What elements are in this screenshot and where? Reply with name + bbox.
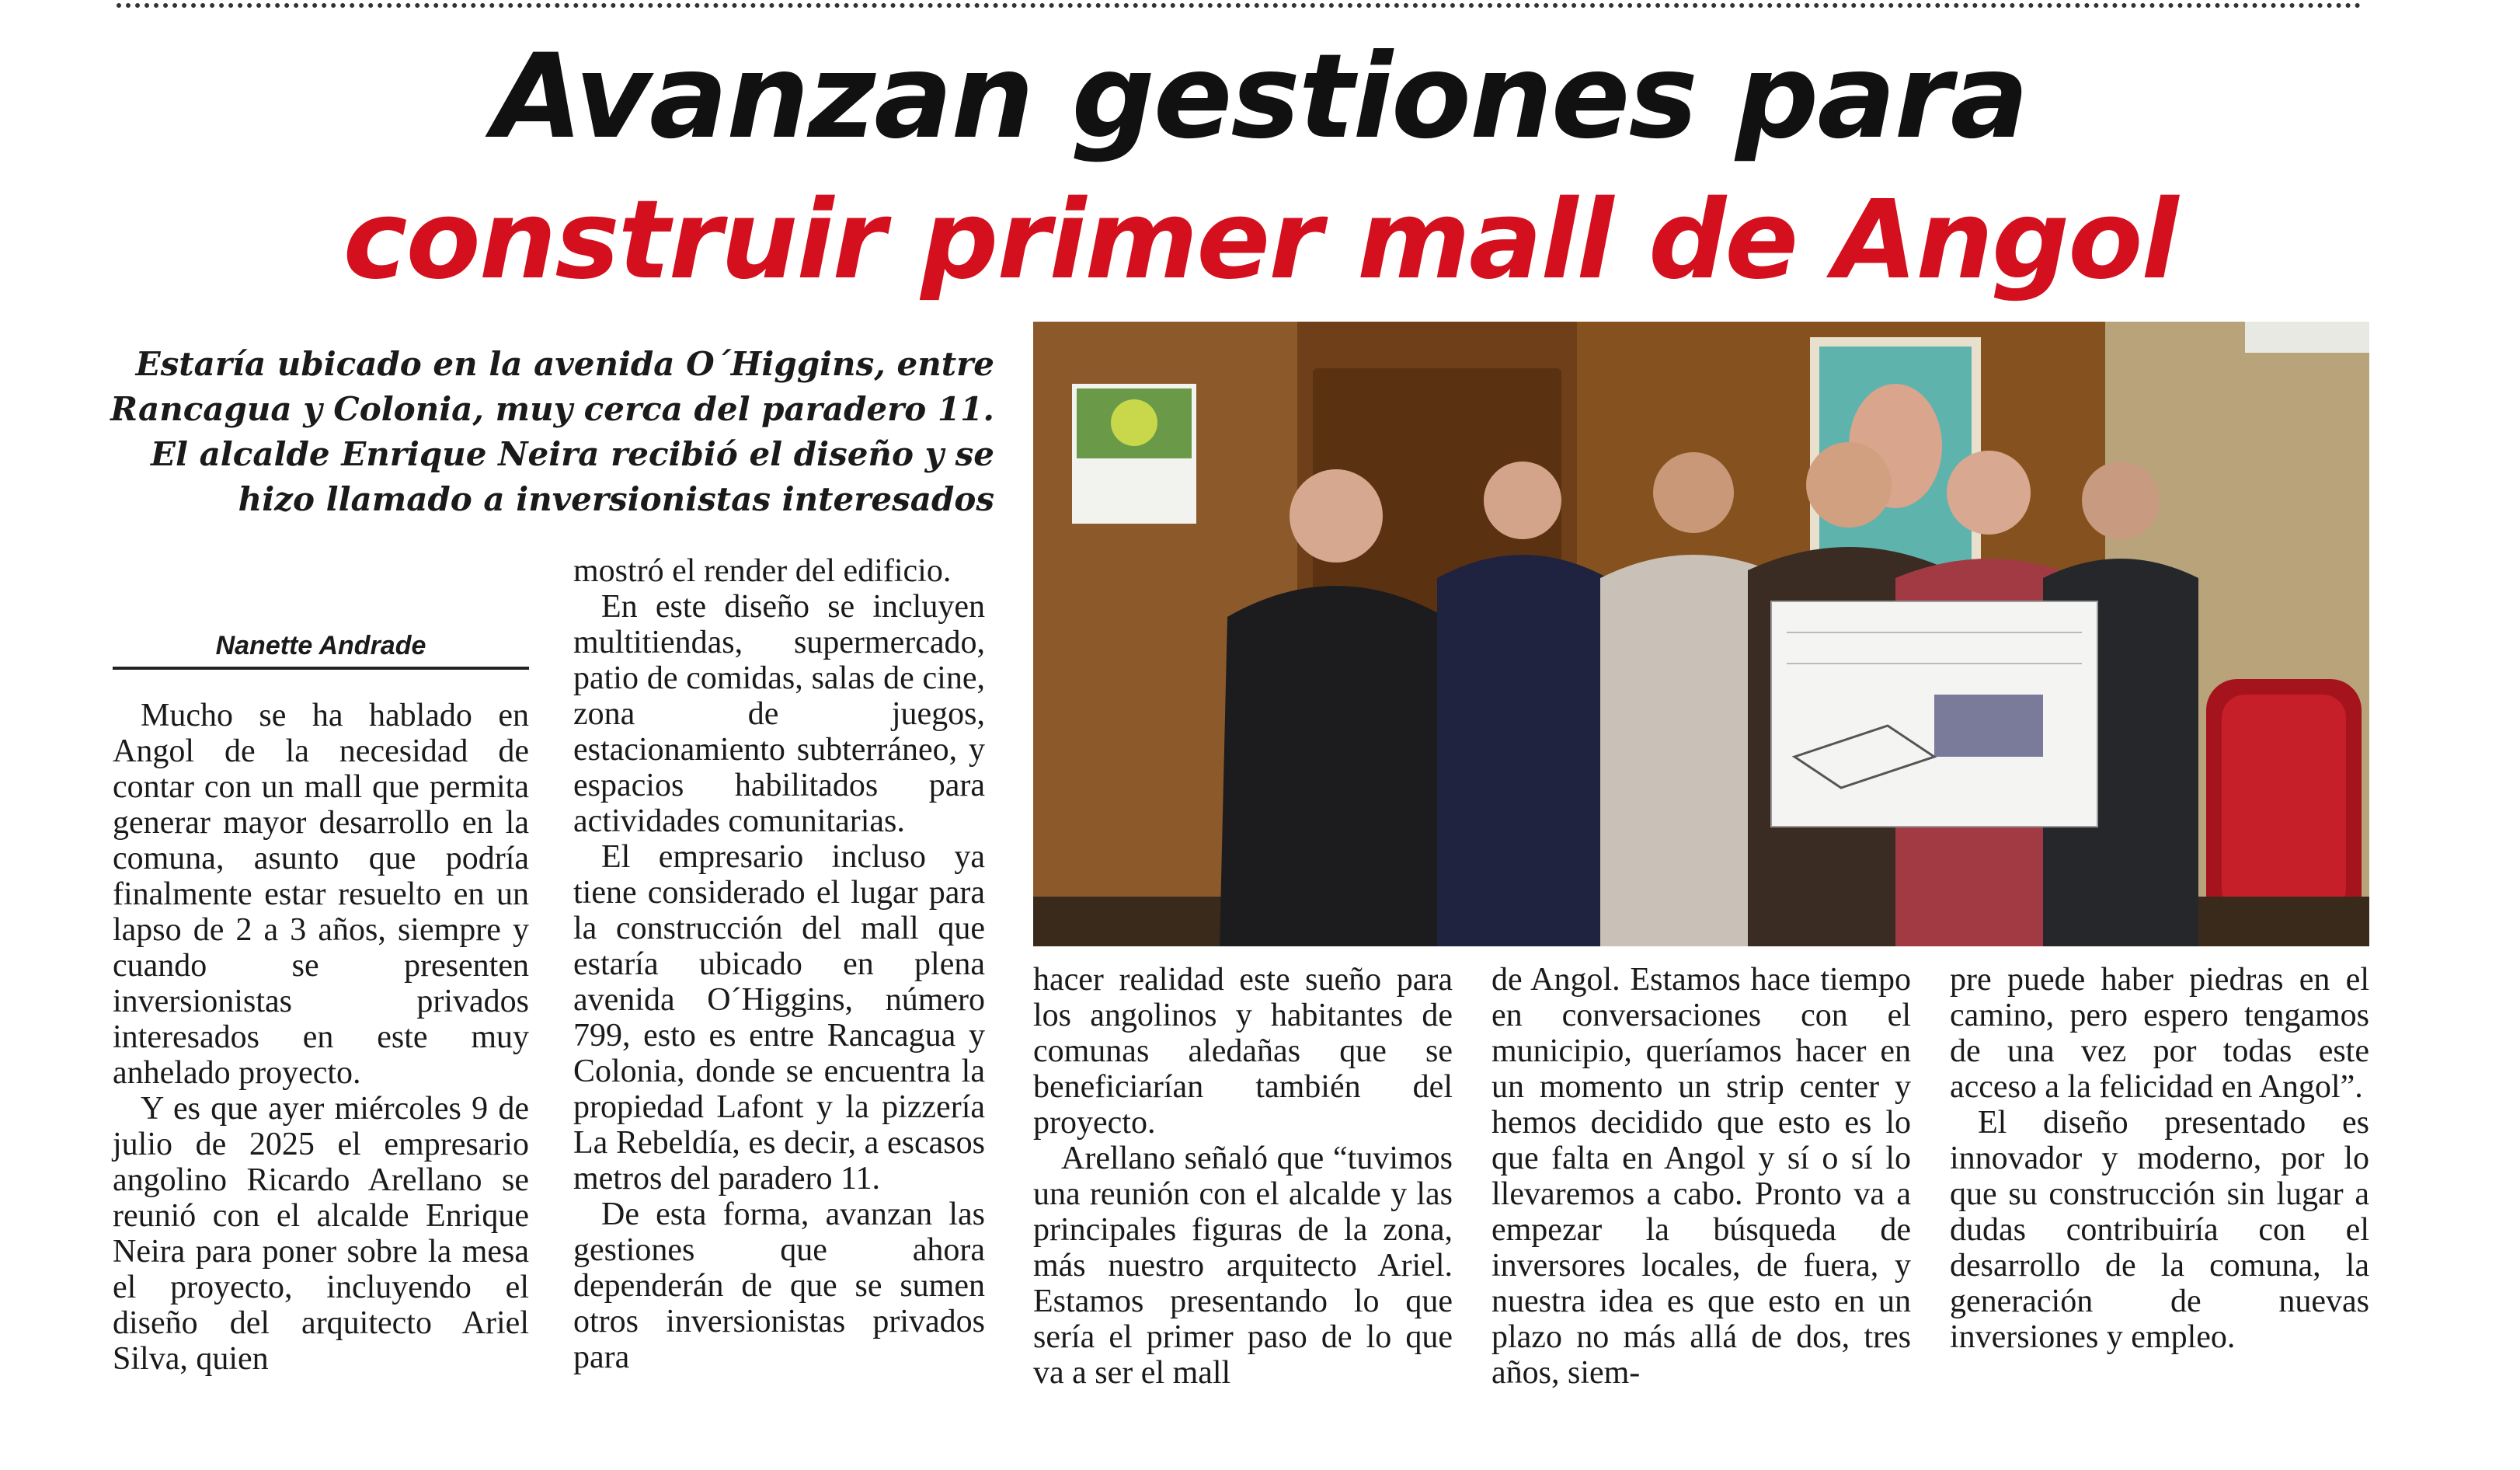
paragraph: pre puede haber piedras en el camino, pero espero tengamos de una vez por todas este acceso a la felicidad en Angol”. — [1950, 962, 2369, 1105]
article-column-1 — [113, 698, 529, 1377]
headline-line-1: Avanzan gestiones para — [493, 30, 2027, 165]
paragraph: hacer realidad este sueño para los angolinos y habitantes de comunas aledañas que se beneficiarían también del proyecto. — [1033, 962, 1453, 1141]
deck-subheadline: Estaría ubicado en la avenida O´Higgins, entre Rancagua y Colonia, muy cerca del paradero 11. El alcalde Enrique Neira recibió el diseño y se hizo llamado a inversionistas interesados — [110, 345, 994, 518]
paragraph: El empresario incluso ya tiene considerado el lugar para la construcción del mall que estaría ubicado en plena avenida O´Higgins, número 799, esto es entre Rancagua y Colonia, donde se encuentra la propiedad Lafont y la pizzería La Rebeldía, es decir, a escasos metros del paradero 11. — [573, 839, 985, 1197]
headline-line-2: construir primer mall de Angol — [343, 177, 2177, 304]
paragraph: De esta forma, avanzan las gestiones que ahora dependerán de que se sumen otros inversionistas privados para — [573, 1197, 985, 1375]
paragraph: Arellano señaló que “tuvimos una reunión con el alcalde y las principales figuras de la zona, más nuestro arquitecto Ariel. Estamos presentando lo que sería el primer paso de lo que va a ser el mall — [1033, 1141, 1453, 1391]
paragraph: mostró el render del edificio. — [573, 553, 952, 589]
top-dotted-rule — [117, 3, 2362, 8]
article-photo — [1033, 322, 2369, 946]
paragraph: Y es que ayer miércoles 9 de julio de 2025 el empresario angolino Ricardo Arellano se reunió con el alcalde Enrique Neira para poner sobre la mesa el proyecto, incluyendo el diseño del arquitecto Ariel Silva, quien — [113, 1091, 529, 1377]
building-plan — [1771, 601, 2097, 827]
paragraph: El diseño presentado es innovador y moderno, por lo que su construcción sin lugar a dudas contribuiría con el desarrollo de la comuna, la generación de nuevas inversiones y empleo. — [1950, 1105, 2369, 1355]
byline: Nanette Andrade — [113, 629, 529, 670]
article-column-4 — [1491, 962, 1911, 1391]
article-column-3 — [1033, 962, 1453, 1391]
paragraph: Mucho se ha hablado en Angol de la necesidad de contar con un mall que permita generar mayor desarrollo en la comuna, asunto que podría finalmente estar resuelto en un lapso de 2 a 3 años, siempre y cuando se presenten inversionistas privados interesados en este muy anhelado proyecto. — [113, 698, 529, 1091]
photo-illustration — [1033, 322, 2369, 946]
paragraph: En este diseño se incluyen multitiendas, supermercado, patio de comidas, salas de cine, zona de juegos, estacionamiento subterráneo, y espacios habilitados para actividades comunitarias. — [573, 589, 985, 839]
article-column-2 — [573, 553, 985, 1375]
article-column-5 — [1950, 962, 2369, 1355]
paragraph: de Angol. Estamos hace tiempo en conversaciones con el municipio, queríamos hacer en un momento un strip center y hemos decidido que esto es lo que falta en Angol y sí o sí lo llevaremos a cabo. Pronto va a empezar la búsqueda de inversores locales, de fuera, y nuestra idea es que esto en un plazo no más allá de dos, tres años, siem- — [1491, 962, 1911, 1391]
